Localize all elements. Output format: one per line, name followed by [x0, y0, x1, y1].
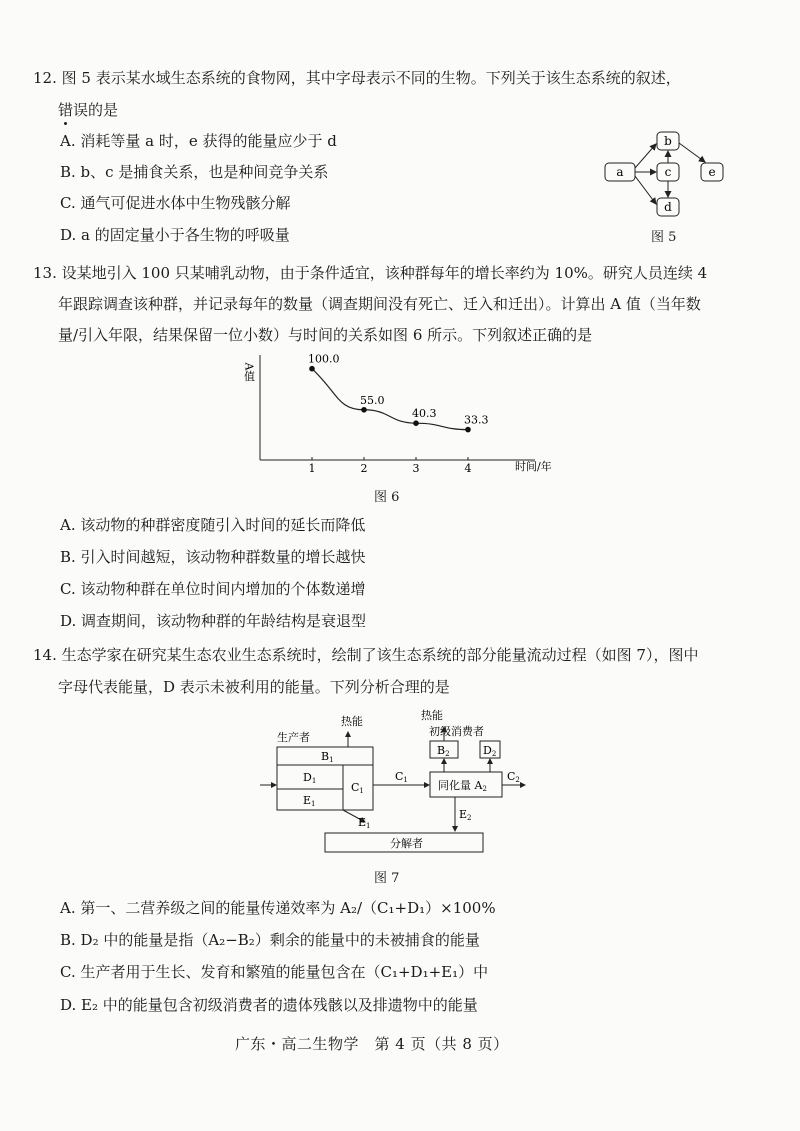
label-e1-arrow: E1 [358, 816, 371, 830]
page-footer: 广东・高二生物学 第 4 页（共 8 页） [235, 1035, 509, 1053]
q12-stem-line2: 错误的是 [58, 101, 119, 119]
producer-label: 生产者 [277, 731, 310, 744]
x-tick-label-4: 4 [464, 462, 472, 475]
y-axis-label: A值 [242, 362, 256, 382]
data-point-2 [361, 407, 367, 413]
energy-flow-figure [255, 705, 545, 855]
figure5-caption: 图 5 [651, 230, 677, 245]
series-line [312, 369, 468, 430]
label-b1: B1 [321, 750, 334, 764]
q13-stem-line1: 13. 设某地引入 100 只某哺乳动物，由于条件适宜，该种群每年的增长率约为 10%。研究人员连续 4 [33, 264, 708, 282]
q14-option-a[interactable]: A. 第一、二营养级之间的能量传递效率为 A₂/（C₁+D₁）×100% [60, 899, 496, 917]
q12-stem-line1: 12. 图 5 表示某水域生态系统的食物网，其中字母表示不同的生物。下列关于该生态系统的叙述， [33, 69, 681, 87]
q14-stem-line1: 14. 生态学家在研究某生态农业生态系统时，绘制了该生态系统的部分能量流动过程（如图 7），图中 [33, 646, 699, 664]
q14-option-b[interactable]: B. D₂ 中的能量是指（A₂−B₂）剩余的能量中的未被捕食的能量 [60, 931, 480, 949]
label-e2: E2 [459, 808, 472, 822]
data-label-1: 100.0 [308, 352, 340, 366]
x-axis-label: 时间/年 [515, 460, 552, 473]
a-value-chart [235, 350, 565, 480]
data-point-3 [413, 420, 419, 426]
q13-option-a[interactable]: A. 该动物的种群密度随引入时间的延长而降低 [60, 516, 366, 534]
emphasis-dot [64, 122, 67, 125]
figure7-caption: 图 7 [374, 871, 400, 886]
q13-stem-line2: 年跟踪调查该种群，并记录每年的数量（调查期间没有死亡、迁入和迁出）。计算出 A 值（当年数 [58, 295, 701, 313]
node-e-label: e [708, 165, 716, 179]
node-c-label: c [664, 165, 672, 179]
data-label-2: 55.0 [360, 393, 385, 407]
q12-option-d[interactable]: D. a 的固定量小于各生物的呼吸量 [60, 226, 290, 244]
label-d2: D2 [483, 744, 497, 758]
node-d-label: d [664, 200, 672, 214]
data-point-4 [465, 427, 471, 433]
label-b2: B2 [437, 744, 450, 758]
label-c1-arrow: C1 [395, 770, 408, 784]
label-d1: D1 [303, 771, 317, 785]
label-c2: C2 [507, 770, 520, 784]
q14-option-c[interactable]: C. 生产者用于生长、发育和繁殖的能量包含在（C₁+D₁+E₁）中 [60, 963, 489, 981]
data-label-3: 40.3 [412, 407, 437, 421]
q12-option-a[interactable]: A. 消耗等量 a 时，e 获得的能量应少于 d [60, 132, 337, 150]
q14-option-d[interactable]: D. E₂ 中的能量包含初级消费者的遗体残骸以及排遗物中的能量 [60, 996, 478, 1014]
q14-stem-line2: 字母代表能量，D 表示未被利用的能量。下列分析合理的是 [58, 678, 450, 696]
x-tick-label-3: 3 [412, 462, 420, 475]
node-b-label: b [664, 134, 672, 148]
q13-stem-line3: 量/引入年限，结果保留一位小数）与时间的关系如图 6 所示。下列叙述正确的是 [58, 326, 593, 344]
heat-label-2: 热能 [421, 709, 443, 722]
assimilation-label: 同化量 A2 [438, 779, 487, 793]
x-tick-label-1: 1 [308, 462, 316, 475]
data-point-1 [309, 366, 315, 372]
q13-option-b[interactable]: B. 引入时间越短，该动物种群数量的增长越快 [60, 548, 366, 566]
label-e1: E1 [303, 794, 316, 808]
x-tick-label-2: 2 [360, 462, 368, 475]
decomposer-label: 分解者 [390, 837, 423, 850]
q13-option-d[interactable]: D. 调查期间，该动物种群的年龄结构是衰退型 [60, 612, 367, 630]
q12-option-c[interactable]: C. 通气可促进水体中生物残骸分解 [60, 194, 291, 212]
consumer-label: 初级消费者 [429, 725, 484, 738]
q12-option-b[interactable]: B. b、c 是捕食关系，也是种间竞争关系 [60, 163, 329, 181]
data-label-4: 33.3 [464, 413, 489, 427]
food-web-figure [595, 125, 735, 240]
q13-option-c[interactable]: C. 该动物种群在单位时间内增加的个体数递增 [60, 580, 366, 598]
label-c1-box: C1 [351, 781, 364, 795]
figure6-caption: 图 6 [374, 490, 400, 505]
node-a-label: a [616, 165, 624, 179]
heat-label-1: 热能 [341, 715, 363, 728]
